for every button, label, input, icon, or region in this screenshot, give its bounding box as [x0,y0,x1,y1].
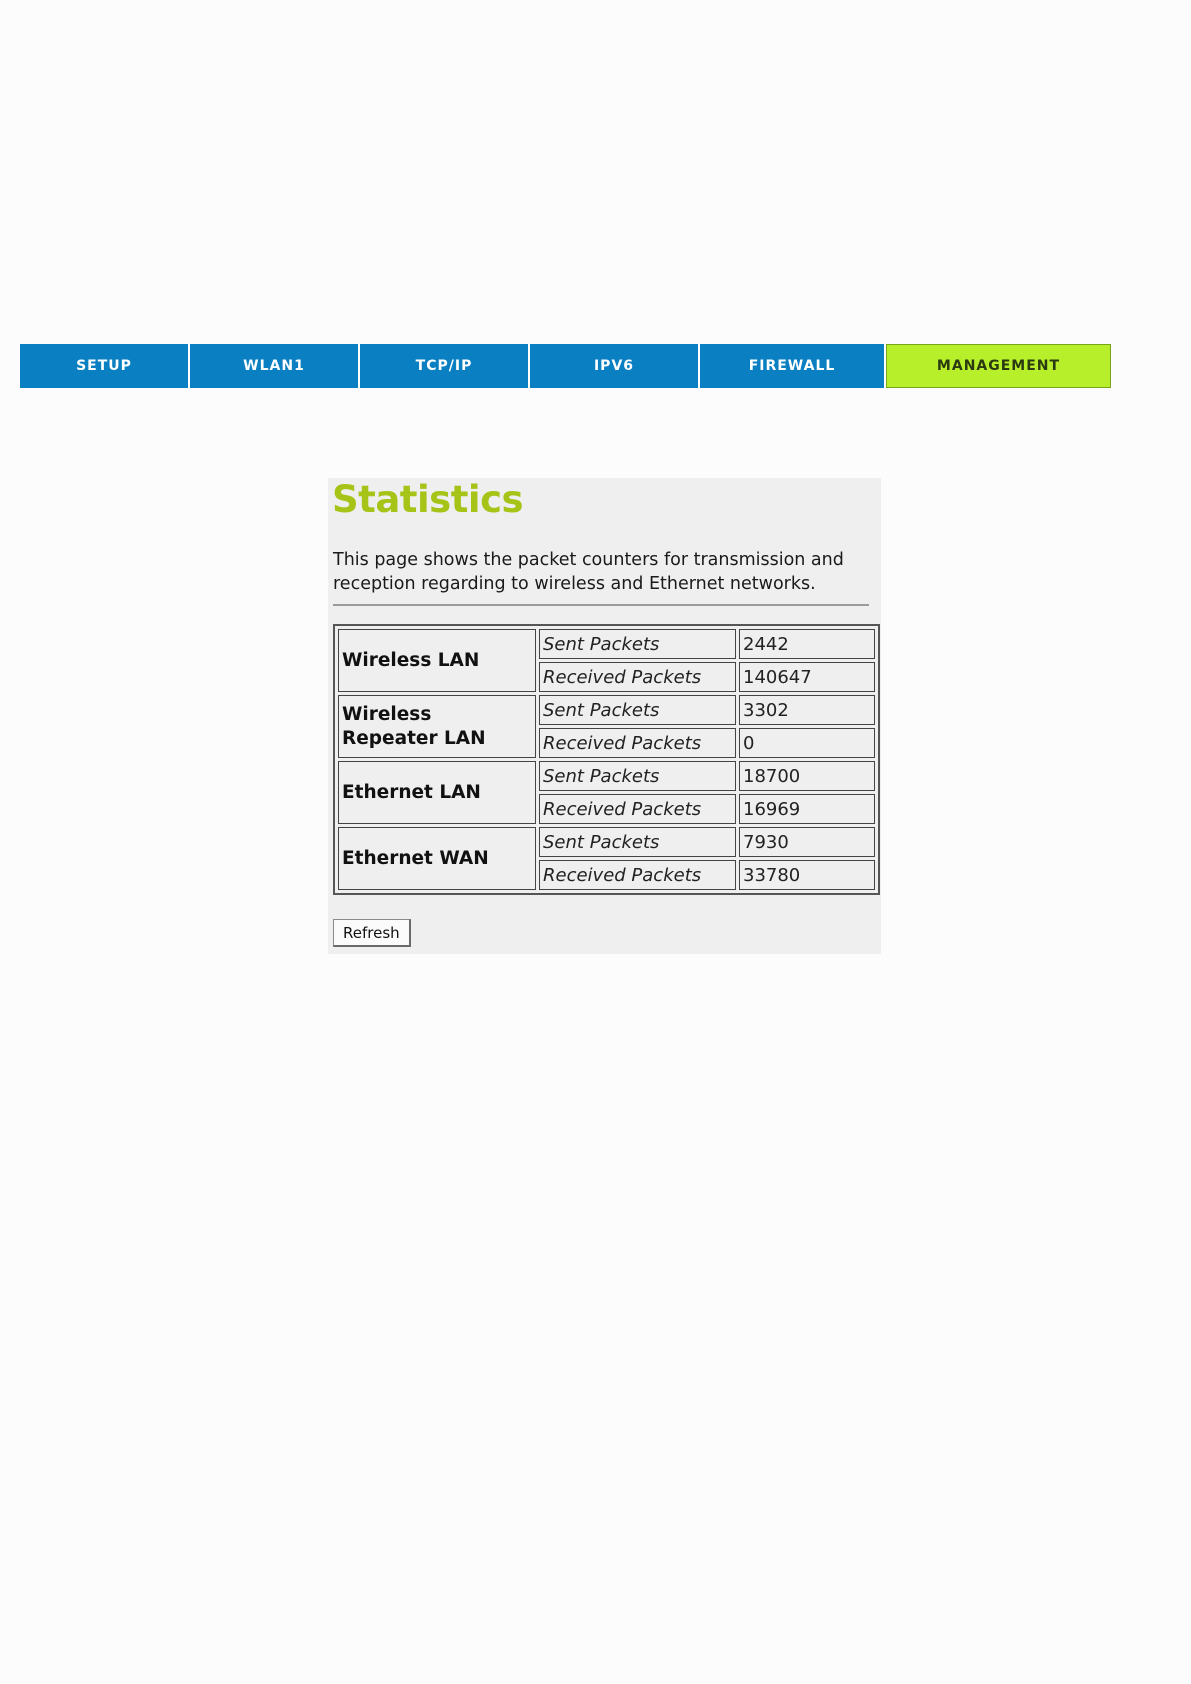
metric-label: Sent Packets [539,827,736,857]
metric-value: 33780 [739,860,875,890]
metric-label: Received Packets [539,662,736,692]
table-row [338,827,875,857]
metric-value: 140647 [739,662,875,692]
metric-value: 7930 [739,827,875,857]
table-row [338,761,875,791]
metric-value: 3302 [739,695,875,725]
tab-ipv6[interactable]: IPV6 [530,344,700,388]
tab-tcpip[interactable]: TCP/IP [360,344,530,388]
group-label: Ethernet LAN [338,761,536,824]
metric-value: 18700 [739,761,875,791]
refresh-button[interactable]: Refresh [333,919,411,947]
table-row [338,695,875,725]
metric-value: 16969 [739,794,875,824]
group-label: Wireless Repeater LAN [338,695,536,758]
page-title: Statistics [332,478,524,521]
metric-label: Received Packets [539,728,736,758]
metric-label: Sent Packets [539,761,736,791]
content-panel [328,478,881,954]
tab-firewall[interactable]: FIREWALL [700,344,886,388]
table-row [338,629,875,659]
statistics-table [333,624,880,895]
metric-label: Sent Packets [539,695,736,725]
metric-value: 0 [739,728,875,758]
tab-wlan1[interactable]: WLAN1 [190,344,360,388]
page-description: This page shows the packet counters for transmission and reception regarding to wireless and Ethernet networks. [333,550,844,594]
metric-label: Sent Packets [539,629,736,659]
divider [333,604,869,606]
metric-value: 2442 [739,629,875,659]
tab-management[interactable]: MANAGEMENT [886,344,1111,388]
top-nav [20,344,1163,388]
group-label: Wireless LAN [338,629,536,692]
metric-label: Received Packets [539,794,736,824]
metric-label: Received Packets [539,860,736,890]
group-label: Ethernet WAN [338,827,536,890]
tab-setup[interactable]: SETUP [20,344,190,388]
